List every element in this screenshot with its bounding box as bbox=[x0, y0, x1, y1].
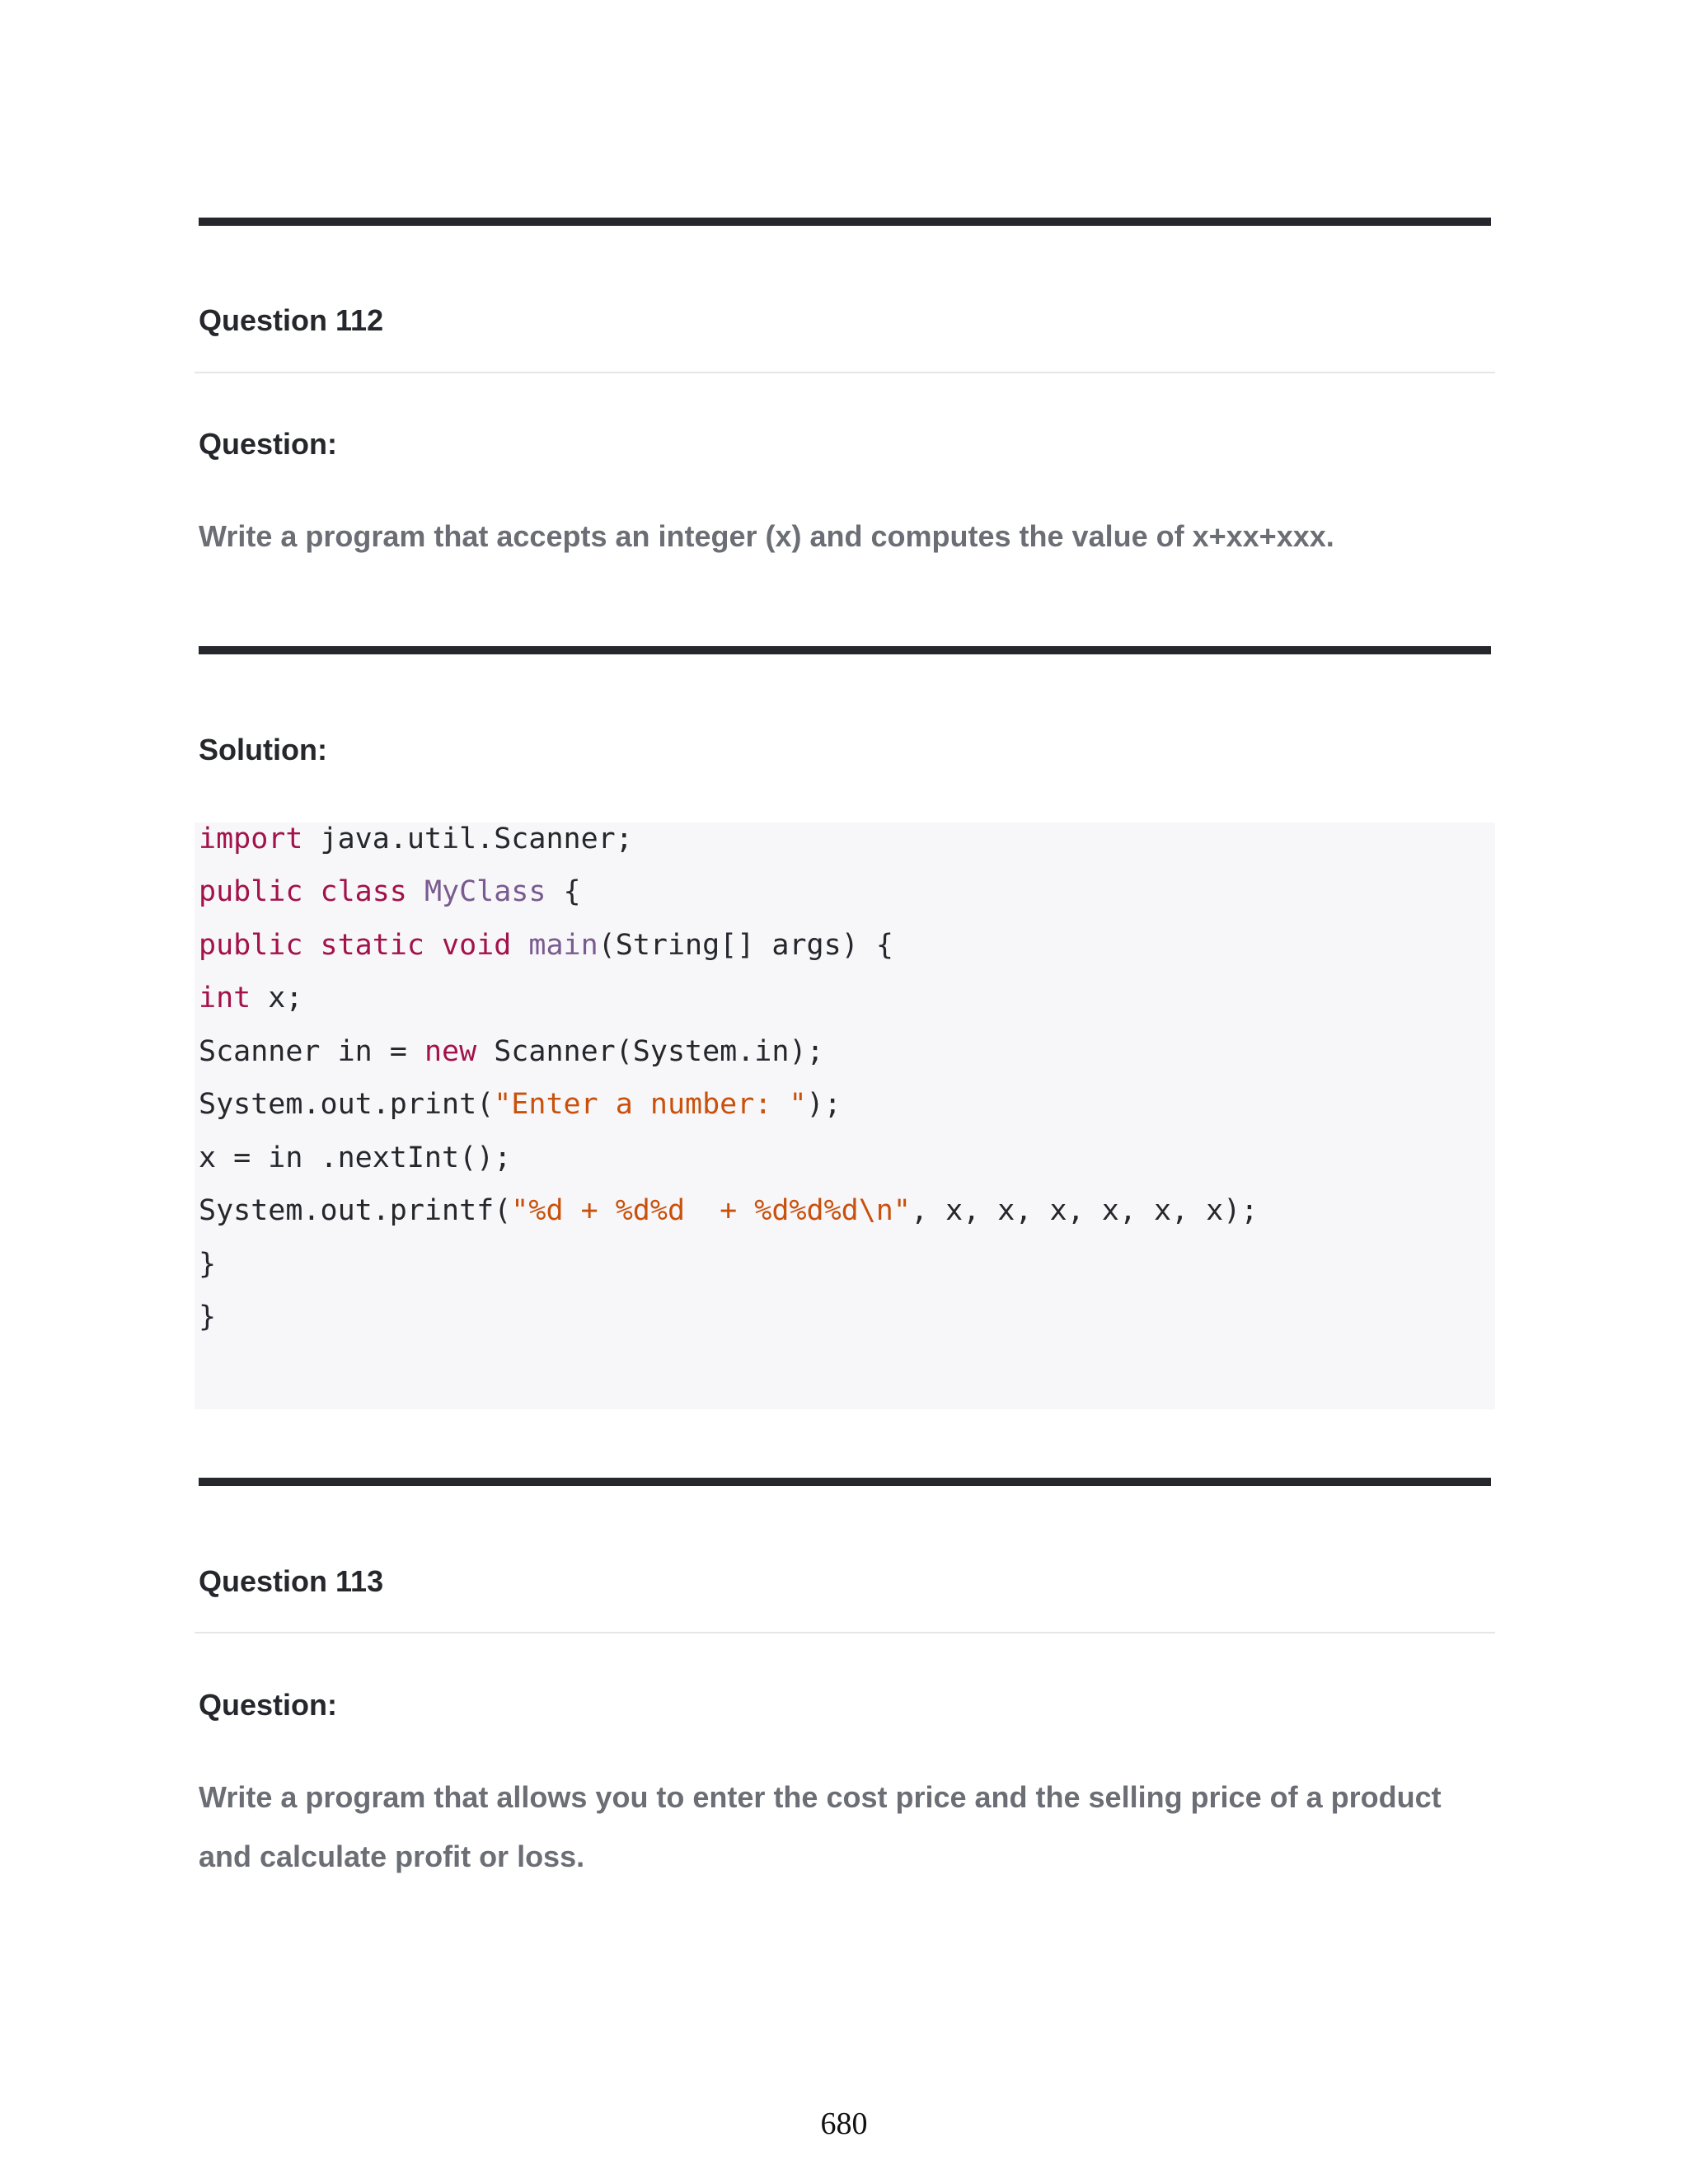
code-keyword: public static void bbox=[199, 929, 512, 962]
code-keyword: int bbox=[199, 982, 251, 1015]
code-line bbox=[199, 929, 893, 962]
code-text: x; bbox=[251, 982, 303, 1015]
code-string: "%d + %d%d + %d%d%d\n" bbox=[511, 1194, 911, 1227]
question-text: Write a program that accepts an integer (x) and computes the value of x+xx+xxx. bbox=[199, 519, 1334, 553]
question-title: Question 113 bbox=[199, 1564, 384, 1598]
code-keyword: new bbox=[424, 1035, 477, 1068]
code-block bbox=[195, 823, 1495, 1409]
page-number: 680 bbox=[820, 2107, 868, 2141]
code-text: System.out.printf( bbox=[199, 1194, 512, 1227]
code-line bbox=[199, 1301, 216, 1333]
question-label: Question: bbox=[199, 427, 337, 461]
code-line bbox=[199, 1088, 842, 1121]
code-line bbox=[199, 1248, 216, 1281]
code-text bbox=[407, 875, 424, 908]
question-text: Write a program that allows you to enter the cost price and the selling price of a product bbox=[199, 1780, 1442, 1814]
code-string: "Enter a number: " bbox=[494, 1088, 807, 1121]
code-text: Scanner in = bbox=[199, 1035, 424, 1068]
code-line bbox=[199, 1194, 1258, 1227]
title-underline bbox=[195, 1632, 1495, 1633]
code-text: x = in .nextInt(); bbox=[199, 1141, 512, 1174]
code-text: , x, x, x, x, x, x); bbox=[910, 1194, 1259, 1227]
code-function-name: main bbox=[528, 929, 598, 962]
section-divider bbox=[199, 1478, 1491, 1486]
question-text: and calculate profit or loss. bbox=[199, 1840, 585, 1873]
code-line bbox=[199, 1141, 511, 1174]
code-keyword: public class bbox=[199, 875, 407, 908]
code-text: System.out.print( bbox=[199, 1088, 495, 1121]
code-line bbox=[199, 982, 302, 1015]
code-text: java.util.Scanner; bbox=[302, 823, 633, 855]
code-line bbox=[199, 1035, 824, 1068]
code-text: } bbox=[199, 1301, 217, 1333]
section-divider bbox=[199, 218, 1491, 226]
code-line bbox=[199, 823, 633, 855]
code-text: Scanner(System.in); bbox=[476, 1035, 824, 1068]
code-text: ); bbox=[806, 1088, 842, 1121]
question-label: Question: bbox=[199, 1688, 337, 1722]
code-text bbox=[511, 929, 528, 962]
code-keyword: import bbox=[199, 823, 303, 855]
title-underline bbox=[195, 372, 1495, 373]
section-divider bbox=[199, 646, 1491, 654]
code-text: { bbox=[546, 875, 581, 908]
code-text: (String[] args) { bbox=[598, 929, 893, 962]
code-class-name: MyClass bbox=[424, 875, 546, 908]
code-text: } bbox=[199, 1248, 217, 1281]
solution-label: Solution: bbox=[199, 733, 327, 766]
question-title: Question 112 bbox=[199, 303, 384, 337]
code-line bbox=[199, 875, 581, 908]
